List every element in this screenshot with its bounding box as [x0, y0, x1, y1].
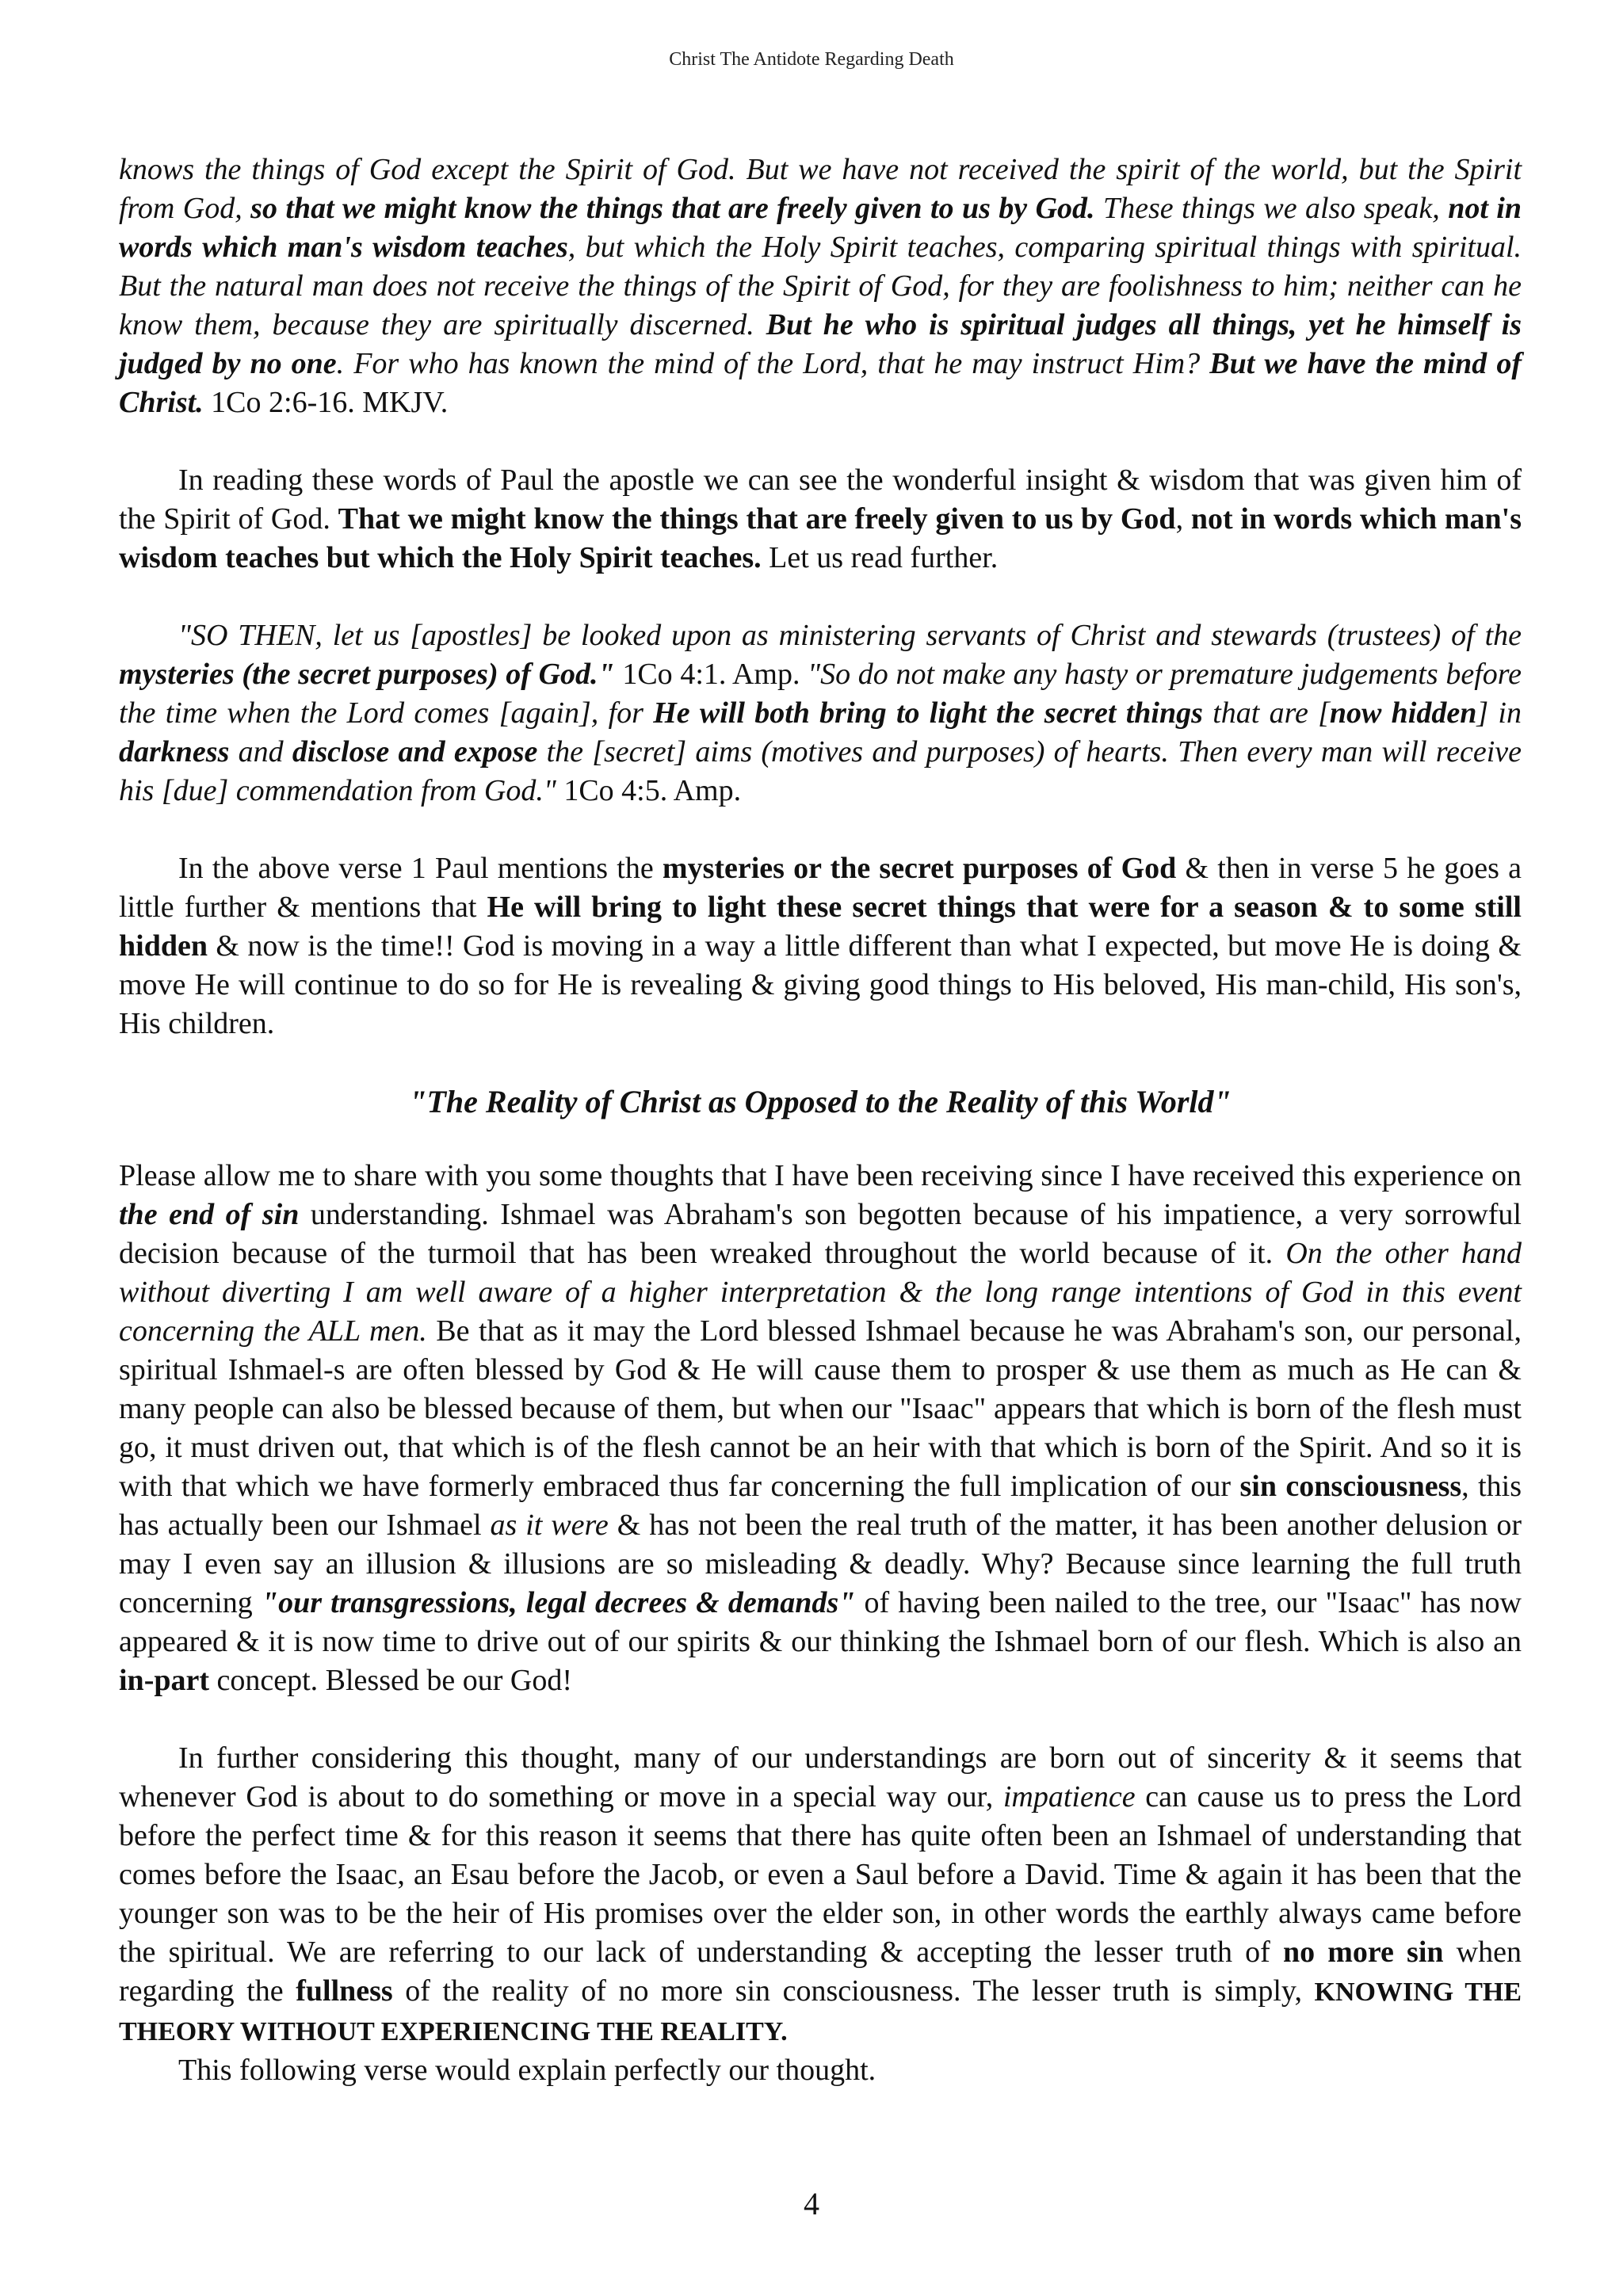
- bold-text: in-part: [119, 1664, 209, 1697]
- quote-text: These things we also speak,: [1094, 192, 1449, 225]
- bold-text: mysteries or the secret purposes of God: [662, 852, 1177, 885]
- bold-text: He will bring to light these secret things that were for a season & to some still hidden: [119, 891, 1522, 963]
- bold-text: That we might know the things that are freely given to us by God: [338, 502, 1176, 536]
- quote-text: ] in: [1476, 696, 1522, 730]
- quote-text: and: [229, 735, 292, 769]
- body-text: , this has actually been our Ishmael: [119, 1470, 1522, 1542]
- section-title: "The Reality of Christ as Opposed to the Reality of this World": [409, 1084, 1232, 1119]
- quote-text: knows the things of God except the Spirit of God. But we have not received the spirit of the world, but the Spirit from God,: [119, 153, 1522, 225]
- body-text: when regarding the: [119, 1936, 1522, 2008]
- caps-emphasis-text: KNOWING THE THEORY WITHOUT EXPERIENCING THE REALITY.: [119, 1978, 1522, 2046]
- body-text: In the above verse 1 Paul mentions the: [178, 852, 663, 885]
- body-text: concept. Blessed be our God!: [209, 1664, 572, 1697]
- commentary-paragraph: [119, 849, 1522, 1043]
- scripture-quote-paragraph: [119, 151, 1522, 422]
- emphasis-text: the end of sin: [119, 1198, 300, 1231]
- bold-text: no more sin: [1282, 1936, 1444, 1969]
- italic-text: impatience: [1002, 1780, 1136, 1814]
- emphasis-text: But he who is spiritual judges all things, yet he himself is judged by no one: [119, 308, 1522, 380]
- emphasis-text: now hidden: [1329, 696, 1477, 730]
- body-text: In reading these words of Paul the apostle we can see the wonderful insight & wisdom that was given him of the Spirit of God.: [119, 463, 1522, 536]
- emphasis-text: "our transgressions, legal decrees & demands": [261, 1586, 856, 1619]
- body-text: of having been nailed to the tree, our "Isaac" has now appeared & it is now time to drive out of our spirits & our thinking the Ishmael born of our flesh. Which is also an: [119, 1586, 1522, 1658]
- body-text: can cause us to press the Lord before the perfect time & for this reason it seems that there has quite often been an Ishmael of understanding that comes before the Isaac, an Esau before the Jacob, or even a Saul before a David. Time & again it has been that the younger son was to be the heir of His promises over the elder son, in other words the earthly always came before the spiritual. We are referring to our lack of understanding & accepting the lesser truth of: [119, 1780, 1522, 1969]
- emphasis-text: He will both bring to light the secret things: [653, 696, 1203, 730]
- body-text: ,: [1175, 502, 1191, 536]
- scripture-reference: 1Co 4:1. Amp.: [614, 658, 808, 691]
- running-header: Christ The Antidote Regarding Death: [669, 49, 954, 70]
- emphasis-text: darkness: [119, 735, 230, 769]
- quote-text: "So do not make any hasty or premature judgements before the time when the Lord comes [again], for: [119, 658, 1522, 730]
- scripture-quote-paragraph: [119, 616, 1522, 810]
- quote-text: "SO THEN, let us [apostles] be looked upon as ministering servants of Christ and stewards (trustees) of the: [178, 619, 1522, 652]
- document-body: [119, 151, 1522, 2090]
- bold-text: fullness: [296, 1974, 393, 2008]
- page-number: 4: [804, 2186, 819, 2222]
- bold-text: not in words which man's wisdom teaches but which the Holy Spirit teaches.: [119, 502, 1522, 574]
- scripture-reference: 1Co 4:5. Amp.: [556, 774, 742, 807]
- commentary-paragraph: [119, 1739, 1522, 2051]
- body-text: Be that as it may the Lord blessed Ishmael because he was Abraham's son, our personal, spiritual Ishmael-s are often blessed by God & He will cause them to prosper & use them as much as He can & many people can also be blessed because of them, but when our "Isaac" appears that which is born of the flesh must go, it must driven out, that which is of the flesh cannot be an heir with that which is born of the Spirit. And so it is with that which we have formerly embraced thus far concerning the full implication of our: [119, 1314, 1522, 1503]
- body-text: In further considering this thought, many of our understandings are born out of sincerity & it seems that whenever God is about to do something or move in a special way our,: [119, 1741, 1522, 1814]
- body-text: & then in verse 5 he goes a little further & mentions that: [119, 852, 1522, 924]
- body-text: & now is the time!! God is moving in a way a little different than what I expected, but move He is doing & move He will continue to do so for He is revealing & giving good things to His beloved, His man-child, His son's, His children.: [119, 929, 1522, 1040]
- commentary-paragraph: [119, 1157, 1522, 1700]
- scripture-reference: 1Co 2:6-16. MKJV.: [203, 386, 449, 419]
- emphasis-text: not in words which man's wisdom teaches: [119, 192, 1522, 264]
- quote-text: . For who has known the mind of the Lord, that he may instruct Him?: [336, 347, 1210, 380]
- body-text: understanding. Ishmael was Abraham's son begotten because of his impatience, a very sorrowful decision because of the turmoil that has been wreaked throughout the world because of it.: [119, 1198, 1522, 1270]
- body-text: of the reality of no more sin consciousness. The lesser truth is simply,: [392, 1974, 1315, 2008]
- body-text: Let us read further.: [761, 541, 999, 574]
- quote-text: the [secret] aims (motives and purposes) of hearts. Then every man will receive his [due] commendation from God.": [119, 735, 1522, 807]
- closing-paragraph: [119, 2051, 1522, 2090]
- emphasis-text: But we have the mind of Christ.: [119, 347, 1522, 419]
- italic-text: On the other hand without diverting I am well aware of a higher interpretation & the long range intentions of God in this event concerning the ALL men.: [119, 1237, 1522, 1348]
- quote-text: , but which the Holy Spirit teaches, comparing spiritual things with spiritual. But the natural man does not receive the things of the Spirit of God, for they are foolishness to him; neither can he know them, because they are spiritually discerned.: [119, 231, 1522, 341]
- quote-text: that are [: [1202, 696, 1330, 730]
- emphasis-text: disclose and expose: [292, 735, 538, 769]
- body-text: & has not been the real truth of the matter, it has been another delusion or may I even say an illusion & illusions are so misleading & deadly. Why? Because since learning the full truth concerning: [119, 1508, 1522, 1619]
- bold-text: sin consciousness: [1239, 1470, 1462, 1503]
- commentary-paragraph: [119, 461, 1522, 578]
- emphasis-text: so that we might know the things that are freely given to us by God.: [250, 192, 1095, 225]
- italic-text: as it were: [490, 1508, 609, 1542]
- body-text: This following verse would explain perfectly our thought.: [178, 2054, 876, 2087]
- body-text: Please allow me to share with you some thoughts that I have been receiving since I have received this experience on: [119, 1159, 1522, 1192]
- emphasis-text: mysteries (the secret purposes) of God.": [119, 658, 615, 691]
